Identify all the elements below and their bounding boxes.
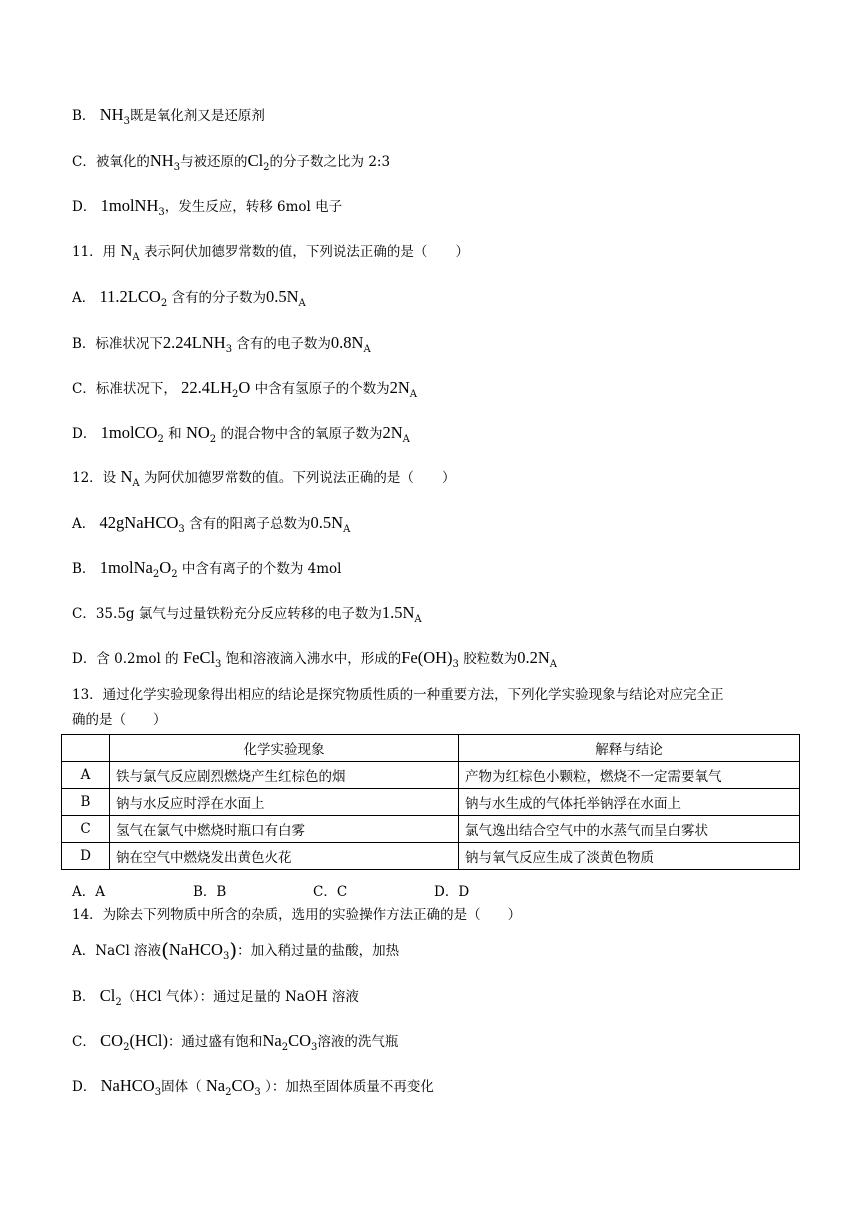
q14-option-c: C． $CO_2(HCl)$：通过盛有饱和$Na_2CO_3$溶液的洗气瓶 bbox=[72, 1031, 399, 1053]
table-header-empty bbox=[62, 735, 110, 762]
q11-option-d: D． 1molCO$_2$ 和 $NO_2$ 的混合物中含的氧原子数为$2N_A$ bbox=[72, 423, 410, 445]
q14-option-b: B． $Cl_2(HCl$ 气体）：通过足量的 NaOH 溶液 bbox=[72, 986, 359, 1008]
row-conclusion: 产物为红棕色小颗粒，燃烧不一定需要氧气 bbox=[459, 762, 800, 789]
q13-stem-line-1: 13．通过化学实验现象得出相应的结论是探究物质性质的一种重要方法，下列化学实验现象与结论对应完全正 bbox=[72, 687, 724, 703]
q11-option-b: B．标准状况下$2.24LNH_3$ 含有的电子数为$0.8N_A$ bbox=[72, 333, 371, 355]
row-conclusion: 氯气逸出结合空气中的水蒸气而呈白雾状 bbox=[459, 816, 800, 843]
table-row bbox=[62, 789, 800, 816]
table-header-conclusion: 解释与结论 bbox=[459, 735, 800, 762]
q14-option-a: A．NaCl 溶液(NaHCO$_3$)：加入稍过量的盐酸，加热 bbox=[72, 938, 400, 962]
row-label: C bbox=[62, 816, 110, 843]
row-phenomenon: 氢气在氯气中燃烧时瓶口有白雾 bbox=[110, 816, 459, 843]
row-label: A bbox=[62, 762, 110, 789]
table-header-row bbox=[62, 735, 800, 762]
q11-stem: 11．用 $N_A$ 表示阿伏加德罗常数的值，下列说法正确的是（ ） bbox=[72, 241, 469, 263]
row-phenomenon: 钠与水反应时浮在水面上 bbox=[110, 789, 459, 816]
row-label: B bbox=[62, 789, 110, 816]
table-row bbox=[62, 762, 800, 789]
q12-option-d: D．含 0.2mol 的 FeCl$_3$ 饱和溶液滴入沸水中，形成的$Fe(OH)_3$ 胶粒数为$0.2N_A$ bbox=[72, 648, 557, 670]
q14-stem: 14．为除去下列物质中所含的杂质，选用的实验操作方法正确的是（ ） bbox=[72, 907, 522, 923]
q12-option-a: A． 42gNaHCO$_3$ 含有的阳离子总数为$0.5N_A$ bbox=[72, 513, 351, 535]
q13-choice-d: D．D bbox=[434, 884, 470, 900]
q11-option-c: C．标准状况下， $22.4LH_2O$ 中含有氢原子的个数为$2N_A$ bbox=[72, 378, 418, 400]
q13-choice-c: C．C bbox=[313, 884, 348, 900]
row-conclusion: 钠与水生成的气体托举钠浮在水面上 bbox=[459, 789, 800, 816]
q10-option-c: C．被氧化的$NH_3$与被还原的$Cl_2$的分子数之比为 2:3 bbox=[72, 151, 391, 173]
row-phenomenon: 钠在空气中燃烧发出黄色火花 bbox=[110, 843, 459, 870]
q13-stem-line-2: 确的是（ ） bbox=[72, 712, 167, 728]
q12-stem: 12．设 $N_A$ 为阿伏加德罗常数的值。下列说法正确的是（ ） bbox=[72, 467, 456, 489]
q13-experiment-table bbox=[61, 734, 800, 870]
q10-option-b: B． $NH_3$既是氧化剂又是还原剂 bbox=[72, 105, 265, 127]
row-label: D bbox=[62, 843, 110, 870]
q10-option-d: D． 1molNH$_3$，发生反应，转移 6mol 电子 bbox=[72, 196, 343, 218]
q12-option-b: B． $1molNa_2O_2$ 中含有离子的个数为 4mol bbox=[72, 558, 342, 580]
row-phenomenon: 铁与氯气反应剧烈燃烧产生红棕色的烟 bbox=[110, 762, 459, 789]
table-header-phenomenon: 化学实验现象 bbox=[110, 735, 459, 762]
q11-option-a: A． $11.2LCO_2$ 含有的分子数为$0.5N_A$ bbox=[72, 287, 306, 309]
row-conclusion: 钠与氧气反应生成了淡黄色物质 bbox=[459, 843, 800, 870]
q13-choice-b: B．B bbox=[193, 884, 227, 900]
q12-option-c: C．35.5g 氯气与过量铁粉充分反应转移的电子数为$1.5N_A$ bbox=[72, 603, 422, 625]
table-row bbox=[62, 816, 800, 843]
q14-option-d: D． NaHCO$_3$固体（ $Na_2CO_3$ ）：加热至固体质量不再变化 bbox=[72, 1076, 434, 1098]
q13-choice-a: A．A bbox=[72, 884, 105, 900]
table-row bbox=[62, 843, 800, 870]
